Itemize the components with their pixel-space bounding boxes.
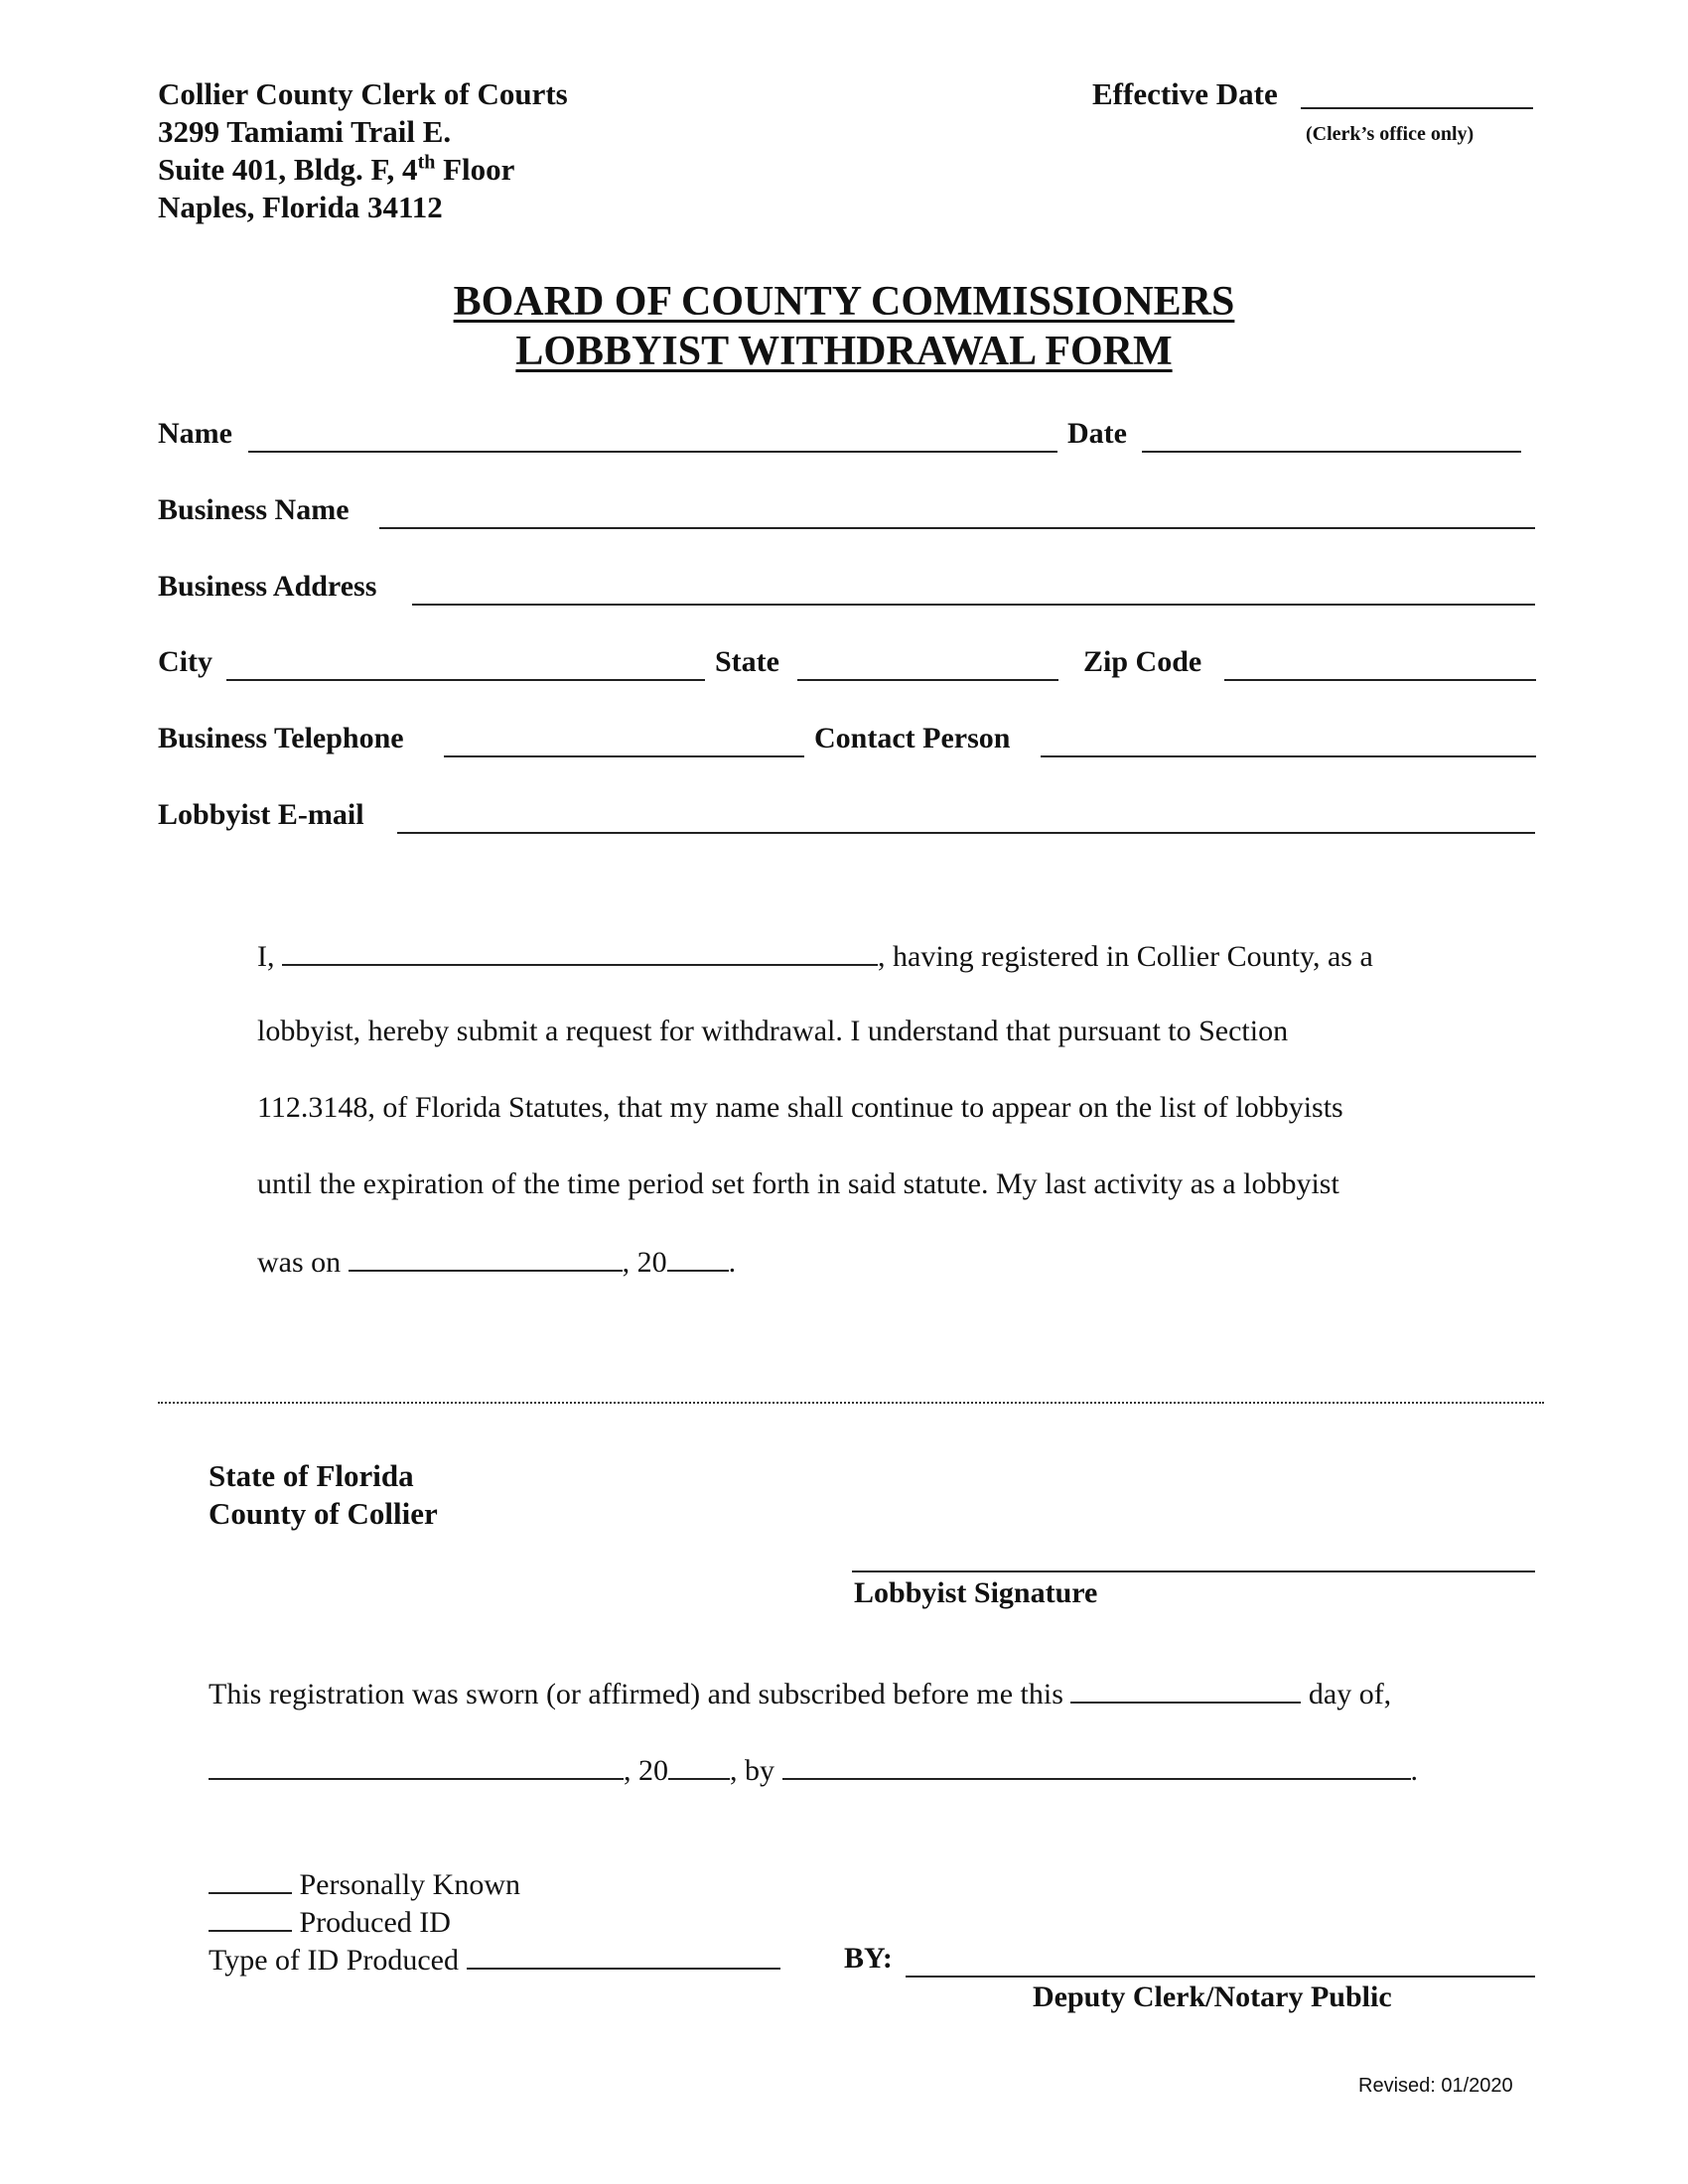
- revised-date: Revised: 01/2020: [1358, 2075, 1513, 2097]
- personally-known-checkbox[interactable]: [209, 1866, 292, 1894]
- business-telephone-field[interactable]: [444, 755, 804, 757]
- form-title-line1: BOARD OF COUNTY COMMISSIONERS: [453, 279, 1235, 325]
- clerk-city-line: Naples, Florida 34112: [158, 190, 443, 224]
- produced-id-row: Produced ID: [209, 1904, 451, 1940]
- sworn-date-line: , 20 , by .: [209, 1752, 1418, 1788]
- last-activity-date-field[interactable]: [349, 1244, 623, 1272]
- type-of-id-field[interactable]: [467, 1942, 780, 1970]
- form-title-line2: LOBBYIST WITHDRAWAL FORM: [515, 329, 1173, 374]
- clerk-address-block: [158, 75, 568, 226]
- personally-known-row: Personally Known: [209, 1866, 520, 1902]
- deputy-clerk-label: Deputy Clerk/Notary Public: [1033, 1980, 1392, 2013]
- section-divider: [158, 1402, 1544, 1404]
- date-label: Date: [1067, 417, 1127, 450]
- sworn-month-field[interactable]: [209, 1752, 624, 1780]
- lobbyist-email-label: Lobbyist E-mail: [158, 798, 364, 831]
- effective-date-field[interactable]: [1301, 107, 1533, 109]
- produced-id-checkbox[interactable]: [209, 1904, 292, 1932]
- business-address-label: Business Address: [158, 570, 377, 603]
- clerk-org: Collier County Clerk of Courts: [158, 76, 568, 111]
- venue-block: [209, 1457, 438, 1533]
- statement-line-2: lobbyist, hereby submit a request for withdrawal. I understand that pursuant to Section: [257, 1015, 1289, 1047]
- clerk-suite: Suite 401, Bldg. F, 4th Floor: [158, 151, 515, 187]
- effective-date-label: Effective Date: [1092, 76, 1278, 111]
- clerk-office-note: (Clerk’s office only): [1306, 123, 1475, 145]
- sworn-line: This registration was sworn (or affirmed) and subscribed before me this day of,: [209, 1678, 1392, 1710]
- state-label: State: [715, 645, 779, 678]
- statement-line-1: I, , having registered in Collier County, as a: [257, 940, 1373, 973]
- clerk-street: 3299 Tamiami Trail E.: [158, 114, 452, 149]
- name-field[interactable]: [248, 451, 1057, 453]
- city-label: City: [158, 645, 212, 678]
- zip-code-label: Zip Code: [1083, 645, 1202, 678]
- statement-line-5: was on , 20 .: [257, 1246, 737, 1279]
- name-label: Name: [158, 417, 232, 450]
- sworn-day-field[interactable]: [1070, 1676, 1301, 1704]
- city-field[interactable]: [226, 679, 705, 681]
- business-address-field[interactable]: [412, 604, 1535, 606]
- by-label: BY:: [844, 1942, 893, 1975]
- zip-code-field[interactable]: [1224, 679, 1536, 681]
- deputy-clerk-signature-field[interactable]: [906, 1976, 1535, 1978]
- business-name-label: Business Name: [158, 493, 350, 526]
- lobbyist-signature-label: Lobbyist Signature: [854, 1576, 1098, 1609]
- statement-line-3: 112.3148, of Florida Statutes, that my name shall continue to appear on the list of lobbyists: [257, 1091, 1343, 1124]
- type-of-id-row: Type of ID Produced: [209, 1942, 780, 1978]
- lobbyist-signature-field[interactable]: [852, 1570, 1535, 1572]
- date-field[interactable]: [1142, 451, 1521, 453]
- last-activity-year-field[interactable]: [667, 1244, 729, 1272]
- statement-line-4: until the expiration of the time period set forth in said statute. My last activity as a lobbyist: [257, 1167, 1339, 1200]
- contact-person-label: Contact Person: [814, 722, 1011, 754]
- sworn-by-field[interactable]: [782, 1752, 1411, 1780]
- contact-person-field[interactable]: [1041, 755, 1536, 757]
- venue-county: County of Collier: [209, 1496, 438, 1531]
- business-telephone-label: Business Telephone: [158, 722, 404, 754]
- business-name-field[interactable]: [379, 527, 1535, 529]
- sworn-year-field[interactable]: [668, 1752, 730, 1780]
- lobbyist-email-field[interactable]: [397, 832, 1535, 834]
- venue-state: State of Florida: [209, 1458, 414, 1493]
- state-field[interactable]: [797, 679, 1058, 681]
- registrant-name-field[interactable]: [282, 938, 878, 966]
